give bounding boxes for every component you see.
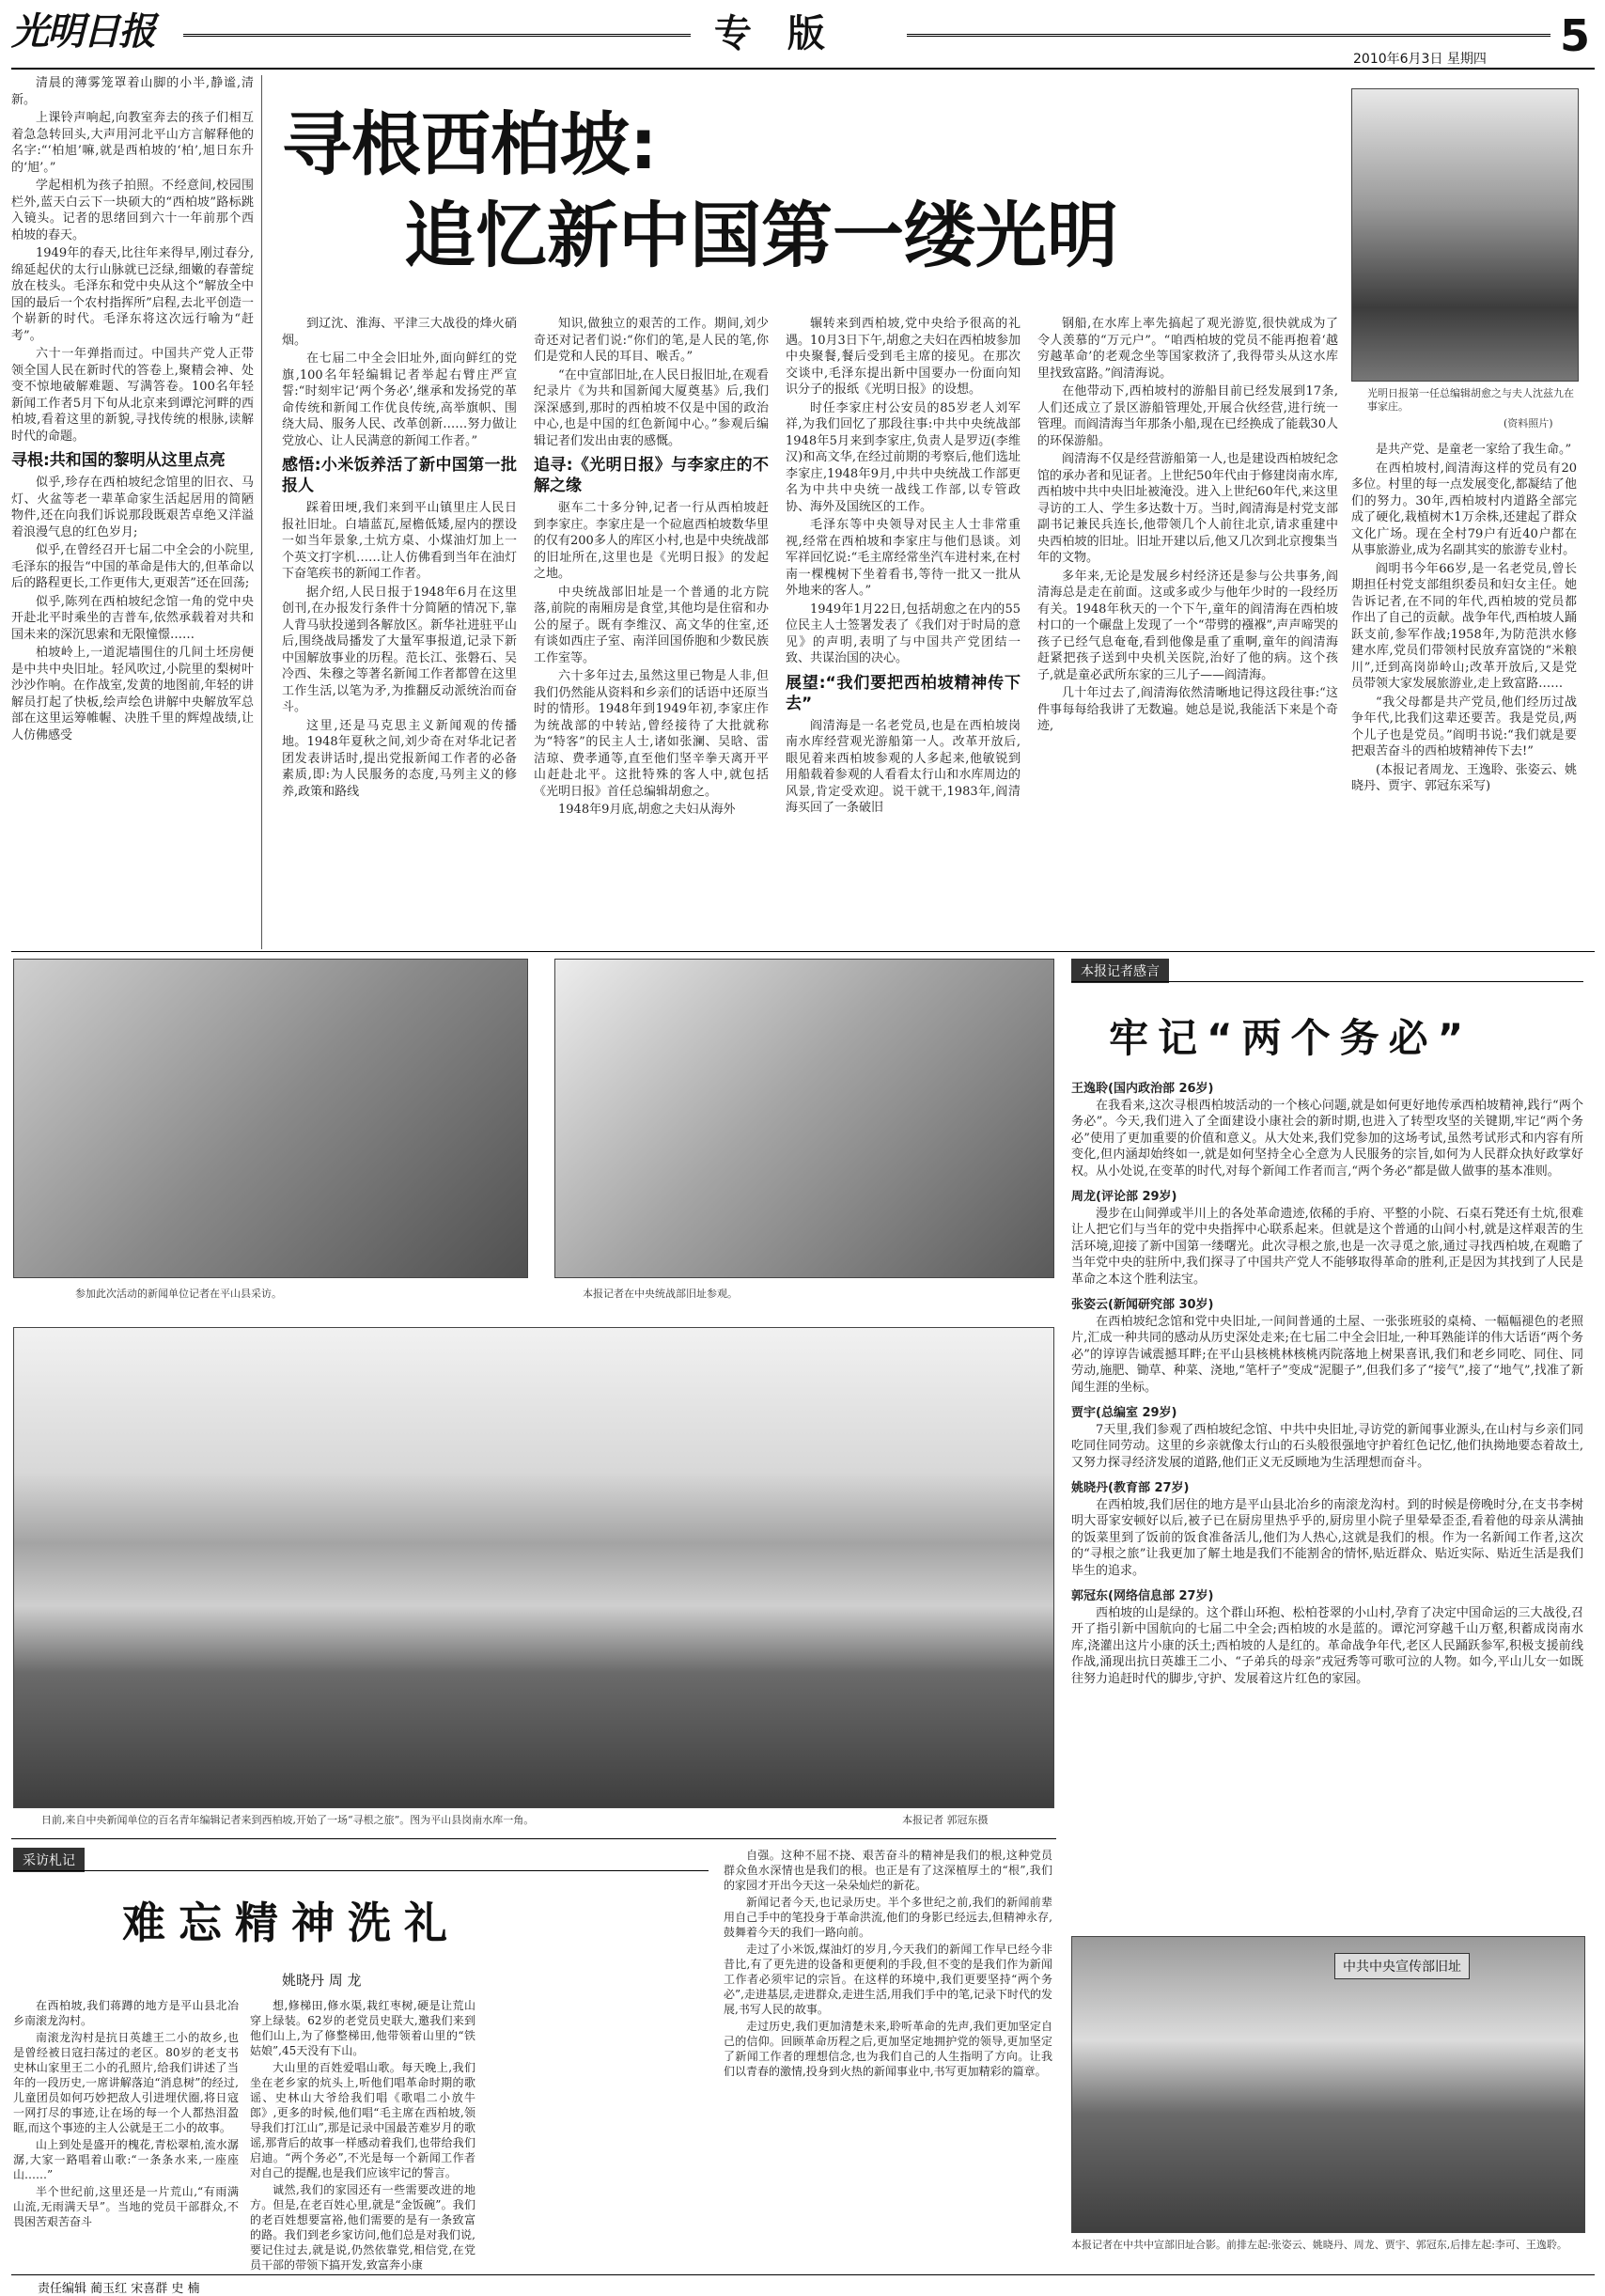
reviews-title: 牢记“两个务必” (1109, 1015, 1473, 1061)
group-photo-sign: 中共中央宣传部旧址 (1334, 1953, 1470, 1979)
col3-p1: 知识,做独立的艰苦的工作。期间,刘少奇还对记者们说:“你们的笔,是人民的笔,你们是党和人民的耳目、喉舌。” (534, 317, 769, 364)
essay-byline: 姚晓丹 周 龙 (282, 1972, 362, 1989)
photo-group (1071, 1936, 1585, 2233)
intro-p3: 学起相机为孩子拍照。不经意间,校园围栏外,蓝天白云下一块硕大的“西柏坡”路标跳入镜头。记者的思绪回到六十一年前那个西柏坡的春天。 (11, 179, 254, 242)
essay-tag (13, 1848, 85, 1872)
col4-p1: 辗转来到西柏坡,党中央给予很高的礼遇。10月3日下午,胡愈之夫妇在西柏坡参加中央聚餐,餐后受到毛主席的接见。在那次交谈中,毛泽东提出新中国要办一份面向知识分子的报纸《光明日报》的设想。 (786, 317, 1021, 397)
col5-p4: 多年来,无论是发展乡村经济还是参与公共事务,阎清海总是走在前面。这或多或少与他年少时的一段经历有关。1948年秋天的一个下午,童年的阎清海在西柏坡村口的一个碾盘上发现了一个“带劈的襁褓”,声声啼哭的孩子已经气息奄奄,看到他像是重了重啊,童年的阎清海赶紧把孩子送到中央机关医院,治好了他的病。这个孩子,就是童必武所东家的三儿子——阎清海。 (1037, 569, 1338, 682)
upper-section-rule (11, 951, 1595, 952)
essay-col1-p4: 半个世纪前,这里还是一片荒山,“有雨满山流,无雨满天旱”。当地的党员干部群众,不畏困苦艰苦奋斗 (13, 2185, 239, 2228)
col4-p3: 毛泽东等中央领导对民主人士非常重视,经常在西柏坡和李家庄与他们恳谈。刘军祥回忆说:“毛主席经常坐汽车进村来,在村南一棵槐树下坐着看书,等待一批又一批从外地来的客人。” (786, 518, 1021, 598)
photo-exhibition-caption: 本报记者在中央统战部旧址参观。 (583, 1288, 738, 1300)
essay-col1 (13, 1998, 239, 2271)
intro-p1: 清晨的薄雾笼罩着山脚的小半,静谧,清新。 (11, 76, 254, 107)
intro-p5: 六十一年弹指而过。中国共产党人正带领全国人民在新时代的答卷上,聚精会神、处变不惊地破解难题、写满答卷。100名年轻新闻工作者5月下旬从北京来到谭沱河畔的西柏坡,看着这里的新貌,寻找传统的根脉,读解时代的命题。 (11, 347, 254, 444)
review-name-1: 王逸聆(国内政治部 26岁) (1071, 1082, 1214, 1096)
essay-col2-p2: 大山里的百姓爱唱山歌。每天晚上,我们坐在老乡家的炕头上,听他们唱革命时期的歌谣、史林山大爷给我们唱《歌唱二小放牛郎》,更多的时候,他们唱“毛主席在西柏坡,领导我们打江山”,那是记录中国最苦难岁月的歌谣,那背后的故事一样感动着我们,也带给我们启迪。“两个务必”,不光是每一个新闻工作者对自己的提醒,也是我们应该牢记的誓言。 (250, 2061, 475, 2179)
review-text-6: 西柏坡的山是绿的。这个群山环抱、松柏苍翠的小山村,孕育了决定中国命运的三大战役,召开了指引新中国航向的七届二中全会;西柏坡的水是蓝的。谭沱河穿越千山万壑,积蓄成岗南水库,浇灌出这片小康的沃土;西柏坡的人是红的。革命战争年代,老区人民踊跃参军,积极支援前线作战,涌现出抗日英雄王二小、“子弟兵的母亲”戎冠秀等可歌可泣的人物。如今,平山儿女一如既往努力追赶时代的脚步,守护、发展着这片红色的家园。 (1071, 1605, 1583, 1686)
photo-reporters-caption: 参加此次活动的新闻单位记者在平山县采访。 (75, 1288, 282, 1300)
col2-p4: 据介绍,人民日报于1948年6月在这里创刊,在办报发行条件十分简陋的情况下,靠人背马驮投递到各解放区。新华社进驻平山后,围绕战局播发了大量军事报道,记录下新中国解放事业的历程。范长江、张磐石、吴冷西、朱穆之等著名新闻工作者都曾在这里工作生活,以笔为矛,为推翻反动派统治而奋斗。 (282, 585, 517, 714)
essay-col3-p4: 走过历史,我们更加清楚未来,聆听革命的先声,我们更加坚定自己的信仰。回顾革命历程之后,更加坚定地拥护党的领导,更加坚定了新闻工作者的理想信念,也为我们自己的人生指明了方向。让我们以青春的激情,投身到火热的新闻事业中,书写更加精彩的篇章。 (724, 2020, 1052, 2078)
essay-col1-p2: 南滚龙沟村是抗日英雄王二小的故乡,也是曾经被日寇扫荡过的老区。80岁的老支书史林山家里王二小的孔照片,给我们讲述了当年的一段历史,一席讲解落迫“消息树”的经过,儿童团员如何巧妙把敌人引进埋伏圈,将日寇一网打尽的事迹,让在场的每一个人都热泪盈眶,而这个事迹的主人公就是王二小的故事。 (13, 2031, 239, 2134)
col4 (786, 316, 1021, 945)
photo-reservoir (13, 1327, 1054, 1808)
col2 (282, 316, 517, 945)
footer-editors: 责任编辑 蔺玉红 宋喜群 史 楠 (38, 2282, 200, 2296)
essay-tag-label: 采访札记 (13, 1848, 85, 1872)
essay-tag-rule (13, 1870, 709, 1871)
col-left (11, 75, 254, 1015)
section-title: 专 版 (714, 12, 836, 55)
review-name-4: 贾宇(总编室 29岁) (1071, 1406, 1177, 1420)
essay-col3 (724, 1848, 1052, 2271)
col3-p6: 1948年9月底,胡愈之夫妇从海外 (558, 803, 736, 817)
col3-p3: 驱车二十多分钟,记者一行从西柏坡赶到李家庄。李家庄是一个砬扈西柏坡数华里的仅有200多人的库区小村,也是中央统战部的旧址所在,这里也是《光明日报》的发起之地。 (534, 501, 769, 581)
intro-p4: 1949年的春天,比往年来得早,刚过春分,绵延起伏的太行山脉就已泛绿,细嫩的春蕾绽放在枝头。毛泽东和党中央从这个“解放全中国的最后一个农村指挥所”启程,去北平创造一个崭新的时代。毛泽东将这次远行喻为“赶考”。 (11, 246, 254, 343)
col3-p2: “在中宣部旧址,在人民日报旧址,在观看纪录片《为共和国新闻大厦奠基》后,我们深深感到,那时的西柏坡不仅是中国的政治中心,也是中国的红色新闻中心。”参观后编辑记者们发出由衷的感慨。 (534, 367, 769, 448)
headline-line1: 寻根西柏坡: (282, 104, 658, 185)
historic-photo-credit: (资料照片) (1504, 417, 1553, 430)
col3 (534, 316, 769, 945)
col2-p3: 踩着田埂,我们来到平山镇里庄人民日报社旧址。白墙蓝瓦,屋檐低矮,屋内的摆设一如当年景象,土炕方桌、小煤油灯加上一个英文打字机……让人仿佛看到当年在油灯下奋笔疾书的新闻工作者。 (282, 501, 517, 581)
review-name-2: 周龙(评论部 29岁) (1071, 1190, 1177, 1204)
left-body-p2: 似乎,在曾经召开七届二中全会的小院里,毛泽东的报告“中国的革命是伟大的,但革命以后的路程更长,工作更伟大,更艰苦”还在回荡; (11, 543, 254, 590)
essay-col3-p1: 自强。这种不屈不挠、艰苦奋斗的精神是我们的根,这种党员群众鱼水深情也是我们的根。也正是有了这深植厚土的“根”,我们的家园才开出今天这一朵朵灿烂的新花。 (724, 1849, 1052, 1892)
masthead-rule-right (907, 34, 1550, 37)
col3-p4: 中央统战部旧址是一个普通的北方院落,前院的南厢房是食堂,其他均是住宿和办公的屋子。既有李维汉、高文华的住室,还有谈如西庄子室、南洋回国侨胞和少数民族工作室等。 (534, 585, 769, 665)
review-text-3: 在西柏坡纪念馆和党中央旧址,一间间普通的土屋、一张张班驳的桌椅、一幅幅褪色的老照片,汇成一种共同的感动从历史深处走来;在七届二中全会旧址,一种耳熟能详的伟大话语“两个务必”的谆谆告诫震撼耳畔;在平山县核桃林核桃丙院落地上树果喜讯,我们和老乡同吃、同住、同劳动,施肥、锄草、种菜、浇地,“笔杆子”变成“泥腿子”,但我们多了“接气”,接了“地气”,找准了新闻生涯的坐标。 (1071, 1314, 1583, 1395)
col6-p3: 阎明书今年66岁,是一名老党员,曾长期担任村党支部组织委员和妇女主任。她告诉记者,在不同的年代,西柏坡的党员都作出了自己的贡献。战争年代,西柏坡人踊跃支前,参军作战;1958年,为防范洪水修建水库,党员们带领村民放弃富饶的“米粮川”,迁到高岗峁岭山;改革开放后,又是党员带领大家发展旅游业,走上致富路…… (1351, 561, 1577, 691)
reviews-tag-rule (1071, 981, 1583, 982)
photo-reporters-interview (13, 959, 528, 1278)
subhead-feel: 感悟:小米饭养活了新中国第一批报人 (282, 456, 517, 495)
essay-col3-p3: 走过了小米饭,煤油灯的岁月,今天我们的新闻工作早已经今非昔比,有了更先进的设备和更便利的手段,但不变的是我们作为新闻工作者必须牢记的宗旨。在这样的环境中,我们更要坚持“两个务必”,走进基层,走进群众,走进生活,用我们手中的笔,记录下时代的发展,书写人民的故事。 (724, 1943, 1052, 2016)
col4-p4: 1949年1月22日,包括胡愈之在内的55位民主人士签署发表了《我们对于时局的意见》的声明,表明了与中国共产党团结一致、共谋治国的决心。 (786, 601, 1021, 665)
essay-col1-p1: 在西柏坡,我们蒋蹲的地方是平山县北冶乡南滚龙沟村。 (13, 1999, 239, 2027)
col2-p5: 这里,还是马克思主义新闻观的传播地。1948年夏秋之间,刘少奇在对华北记者团发表讲话时,提出党报新闻工作者的必备素质,即:为人民服务的态度,马列主义的修养,政策和路线 (282, 718, 517, 799)
group-photo-caption: 本报记者在中共中宣部旧址合影。前排左起:张姿云、姚晓丹、周龙、贾宇、郭冠东,后排左起:李可、王逸聆。 (1071, 2239, 1567, 2251)
col4-p5: 阎清海是一名老党员,也是在西柏坡岗南水库经营观光游船第一人。改革开放后,眼见着来西柏坡参观的人多起来,他敏锐到用船载着参观的人看看太行山和水库周边的风景,肯定受欢迎。说干就干,1983年,阎清海买回了一条破旧 (786, 718, 1021, 815)
review-name-5: 姚晓丹(教育部 27岁) (1071, 1481, 1190, 1495)
col5-p1: 钢船,在水库上率先搞起了观光游览,很快就成为了令人羡慕的“万元户”。“咱西柏坡的党员不能再抱着‘越穷越革命’的老观念坐等国家救济了,我得带头从这水库里找致富路。”阎清海说。 (1037, 317, 1338, 381)
col6-p2: 在西柏坡村,阎清海这样的党员有20多位。村里的每一点发展变化,都凝结了他们的努力。30年,西柏坡村内道路全部完成了硬化,栽植树木1万余株,还建起了群众文化广场。现在全村79户有近40户都在从事旅游业,成为名副其实的旅游专业村。 (1351, 461, 1577, 557)
intro-p2: 上课铃声响起,向教室奔去的孩子们相互着急急转回头,大声用河北平山方言解释他的名字:“‘柏旭’嘛,就是西柏坡的‘柏’,旭日东升的‘旭’。” (11, 111, 254, 175)
col6-p4: “我父母都是共产党员,他们经历过战争年代,比我们这辈还要苦。我是党员,两个儿子也是党员。”阎明书说:“我们就是要把艰苦奋斗的西柏坡精神传下去!” (1351, 695, 1577, 758)
col3-p5: 六十多年过去,虽然这里已物是人非,但我们仍然能从资料和乡亲们的话语中还原当时的情形。1948年到1949年初,李家庄作为统战部的中转站,曾经接待了大批就称为“特客”的民主人士,诸如张澜、吴晗、雷洁琼、费孝通等,直至他们坚辛拳天离开平山赶赴北平。这批特殊的客人中,就包括《光明日报》首任总编辑胡愈之。 (534, 669, 769, 799)
subhead-roots: 寻根:共和国的黎明从这里点亮 (11, 451, 226, 470)
reviews-list (1071, 1071, 1583, 1842)
review-text-1: 在我看来,这次寻根西柏坡活动的一个核心问题,就是如何更好地传承西柏坡精神,践行“两个务必”。今天,我们进入了全面建设小康社会的新时期,也进入了转型攻坚的关键期,牢记“两个务必”使用了更加重要的价值和意义。从大处来,我们党参加的这场考试,虽然考试形式和内容有所变化,但内涵却始终如一,就是如何坚持全心全意为人民服务的宗旨,如何为人民群众执好政掌好权。从小处说,在变革的时代,对每个新闻工作者而言,“两个务必”都是做人做事的基本准则。 (1071, 1098, 1583, 1179)
essay-col2-p3: 诚然,我们的家园还有一些需要改进的地方。但是,在老百姓心里,就是“金饭碗”。我们的老百姓想要富裕,他们需要的是有一条致富的路。我们到老乡家访问,他们总是对我们说,要记住过去,就是说,仍然依靠党,相信党,在党员干部的带领下搞开发,致富奔小康 (250, 2183, 475, 2271)
essay-title: 难忘精神洗礼 (122, 1898, 460, 1948)
essay-col3-p2: 新闻记者今天,也记录历史。半个多世纪之前,我们的新闻前辈用自己手中的笔投身于革命洪流,他们的身影已经远去,但精神永存,鼓舞着今天的我们一路向前。 (724, 1896, 1052, 1939)
review-text-2: 漫步在山间弹或半川上的各处革命遗迹,依稀的手府、平整的小院、石桌石凳还有土炕,很难让人把它们与当年的党中央指挥中心联系起来。但就是这个普通的山间小村,就是这样艰苦的生活环境,迎接了新中国第一缕曙光。此次寻根之旅,也是一次寻觅之旅,通过寻找西柏坡,在观瞻了当年党中央的驻所中,我们探寻了中国共产党人不能够取得革命的胜利,正是因为其找到了人民是革命之本这个胜利法宝。 (1071, 1206, 1583, 1287)
col4-p2: 时任李家庄村公安员的85岁老人刘军祥,为我们回忆了那段往事:中共中央统战部1948年5月来到李家庄,负责人是罗迈(李维汉)和高文华,在经过前期的考察后,他们选址李家庄,1948年9月,中共中央统战工作部更名为中共中央统一战线工作部,以专管政协、海外及国统区的工作。 (786, 400, 1021, 514)
col6-p1: 是共产党、是童老一家给了我生命。” (1376, 443, 1572, 457)
masthead-bottom-rule (11, 68, 1595, 70)
review-name-3: 张姿云(新闻研究部 30岁) (1071, 1298, 1214, 1312)
subhead-pursue: 追寻:《光明日报》与李家庄的不解之缘 (534, 456, 769, 495)
photo-bottom-rule (11, 1838, 1056, 1839)
historic-photo (1351, 88, 1579, 382)
left-body-p3: 似乎,陈列在西柏坡纪念馆一角的党中央开赴北平时乘坐的吉普车,依然承载着对共和国未来的深沉思索和无限憧憬…… (11, 594, 254, 642)
photo-exhibition (554, 959, 1054, 1278)
photo-reservoir-credit: 本报记者 郭冠东摄 (902, 1814, 989, 1826)
col5 (1037, 316, 1338, 945)
col2-p1: 到辽沈、淮海、平津三大战役的烽火硝烟。 (282, 317, 517, 348)
masthead-rule-left (183, 34, 691, 37)
left-body-p4: 柏坡岭上,一道泥墙围住的几间土坯房便是中共中央旧址。轻风吹过,小院里的梨树叶沙沙作响。在作战室,发黄的地图前,年轻的讲解员打起了快板,绘声绘色讲解中央解放军总部在这里运筹帷幄、决胜千里的辉煌战绩,让人仿佛感受 (11, 646, 254, 742)
review-text-5: 在西柏坡,我们居住的地方是平山县北冶乡的南滚龙沟村。到的时候是傍晚时分,在支书李树明大哥家安顿好以后,被子已在厨房里热乎乎的,厨房里小院子里晕晕歪歪,看着他的母亲从满抽的饭菜里到了饭前的饭食准备活儿,他们为人热心,这就是我们的根。作为一名新闻工作者,这次的“寻根之旅”让我更加了解土地是我们不能割舍的情怀,贴近群众、贴近实际、贴近生活是我们毕生的追求。 (1071, 1497, 1583, 1578)
col5-p2: 在他带动下,西柏坡村的游船目前已经发展到17条,人们还成立了景区游船管理处,开展合伙经营,进行统一管理。而阎清海当年那条小船,现在已经换成了能载30人的环保游船。 (1037, 384, 1338, 448)
col-divider (261, 75, 262, 949)
essay-col2 (250, 1998, 475, 2271)
reviews-tag-label: 本报记者感言 (1071, 959, 1169, 983)
col5-p5: 几十年过去了,阎清海依然清晰地记得这段往事:“这件事每每给我讲了无数遍。她总是说,我能活下来是个奇迹, (1037, 686, 1338, 733)
photo-reservoir-caption: 日前,来自中央新闻单位的百名青年编辑记者来到西柏坡,开始了一场“寻根之旅”。图为平山县岗南水库一角。 (41, 1814, 535, 1826)
historic-photo-caption: 光明日报第一任总编辑胡愈之与夫人沈兹九在事家庄。 (1367, 387, 1574, 413)
headline-line2: 追忆新中国第一缕光明 (404, 194, 1118, 277)
masthead-logo: 光明日报 (11, 9, 154, 54)
review-name-6: 郭冠东(网络信息部 27岁) (1071, 1589, 1214, 1603)
footer-rule (11, 2274, 1595, 2275)
col2-p2: 在七届二中全会旧址外,面向鲜红的党旗,100名年轻编辑记者举起右臂庄严宣誓:“时刻牢记‘两个务必’,继承和发扬党的革命传统和新闻工作优良传统,高举旗帜、围绕大局、服务人民、改革创新……努力做让党放心、让人民满意的新闻工作者。” (282, 351, 517, 448)
subhead-outlook: 展望:“我们要把西柏坡精神传下去” (786, 673, 1021, 713)
essay-col2-p1: 想,修梯田,修水渠,栽红枣树,硬是让荒山穿上绿装。62岁的老党员史联大,邀我们来到他们山上,为了修整梯田,他带领着山里的“铁姑娘”,45天没有下山。 (250, 1999, 475, 2057)
essay-col1-p3: 山上到处是盛开的槐花,青松翠柏,流水潺潺,大家一路唱着山歌:“一条条水来,一座座山……” (13, 2138, 239, 2181)
col5-p3: 阎清海不仅是经营游船第一人,也是建设西柏坡纪念馆的承办者和见证者。上世纪50年代由于修建岗南水库,西柏坡中共中央旧址被淹没。进入上世纪60年代,来这里寻访的工人、学生多达数十万。当时,阎清海是村党支部副书记兼民兵连长,他带领几个人前往北京,请求重建中央西柏坡的旧址。旧址开建以后,他又几次到北京搜集当年的文物。 (1037, 452, 1338, 565)
col6-credit: (本报记者周龙、王逸聆、张姿云、姚晓丹、贾宇、郭冠东采写) (1351, 762, 1577, 793)
col6 (1351, 442, 1577, 949)
page-number: 5 (1560, 10, 1591, 61)
review-text-4: 7天里,我们参观了西柏坡纪念馆、中共中央旧址,寻访党的新闻事业源头,在山村与乡亲们同吃同住同劳动。这里的乡亲就像太行山的石头般很强地守护着红色记忆,他们执拗地要态着故土,又努力探寻经济发展的道路,他们正义无反顾地为生活理想而奋斗。 (1071, 1422, 1583, 1470)
issue-date: 2010年6月3日 星期四 (1353, 52, 1487, 67)
reviews-tag (1071, 959, 1169, 983)
left-body-p1: 似乎,珍存在西柏坡纪念馆里的旧衣、马灯、火盆等老一辈革命家生活起居用的简陋物件,还在向我们诉说那段既艰苦卓绝又洋溢着浪漫气息的红色岁月; (11, 476, 254, 539)
